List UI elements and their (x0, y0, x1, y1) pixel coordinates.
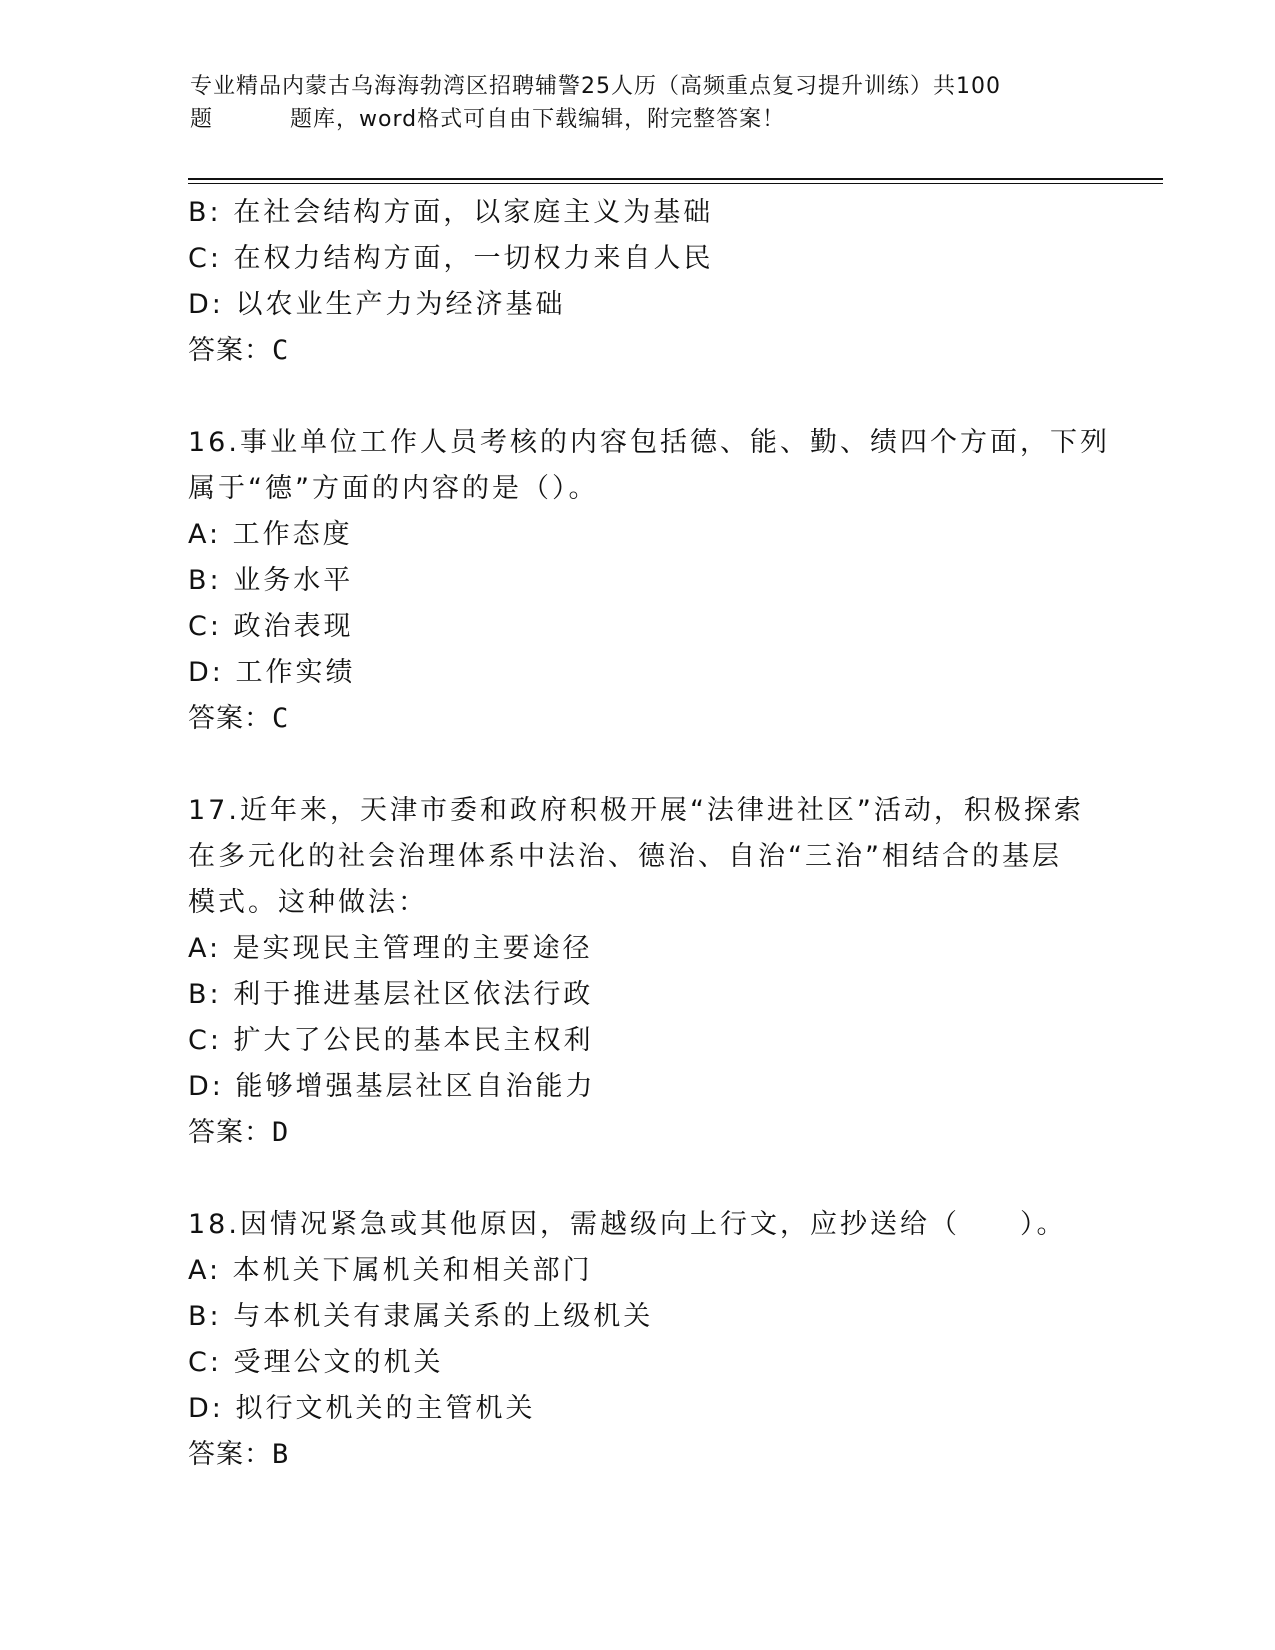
option-d: D: 拟行文机关的主管机关 (188, 1393, 536, 1424)
question-stem-line: 18.因情况紧急或其他原因，需越级向上行文，应抄送给（ ）。 (188, 1209, 1067, 1240)
answer-value: C (272, 335, 290, 366)
answer-line (188, 696, 1088, 742)
answer-label: 答案： (188, 1439, 272, 1470)
header-rule-thick (188, 178, 1163, 180)
option-b: B: 与本机关有隶属关系的上级机关 (188, 1301, 654, 1332)
answer-label: 答案： (188, 703, 272, 734)
option-c: C: 在权力结构方面，一切权力来自人民 (188, 243, 714, 274)
header-title-line-2-start: 题 (190, 107, 214, 132)
question-stem-line: 模式。这种做法： (188, 887, 428, 918)
header-title-line-1: 专业精品内蒙古乌海海勃湾区招聘辅警25人历（高频重点复习提升训练）共100 (190, 74, 1001, 99)
header-rule-thin (188, 183, 1163, 184)
answer-label: 答案： (188, 335, 272, 366)
answer-line (188, 1432, 1088, 1478)
option-a: A: 本机关下属机关和相关部门 (188, 1255, 593, 1286)
spacer (188, 374, 1088, 420)
answer-line (188, 1110, 1088, 1156)
question-18 (188, 1202, 1088, 1478)
option-c: C: 扩大了公民的基本民主权利 (188, 1025, 594, 1056)
option-c: C: 受理公文的机关 (188, 1347, 444, 1378)
question-17 (188, 788, 1088, 1156)
option-b: B: 业务水平 (188, 565, 354, 596)
option-a: A: 工作态度 (188, 519, 353, 550)
question-stem-line: 16.事业单位工作人员考核的内容包括德、能、勤、绩四个方面，下列 (188, 427, 1110, 458)
option-b: B: 利于推进基层社区依法行政 (188, 979, 594, 1010)
answer-value: B (272, 1439, 290, 1470)
option-a: A: 是实现民主管理的主要途径 (188, 933, 593, 964)
option-d: D: 工作实绩 (188, 657, 356, 688)
answer-line (188, 328, 1088, 374)
header-title-line-2-rest: 题库，word格式可自由下载编辑，附完整答案！ (290, 107, 786, 132)
continued-question (188, 190, 1088, 374)
spacer (188, 742, 1088, 788)
question-stem-line: 17.近年来，天津市委和政府积极开展“法律进社区”活动，积极探索 (188, 795, 1084, 826)
page-header (190, 70, 1090, 136)
question-stem-line: 属于“德”方面的内容的是（）。 (188, 473, 599, 504)
option-d: D: 以农业生产力为经济基础 (188, 289, 566, 320)
document-body (188, 190, 1110, 1478)
question-16 (188, 420, 1110, 742)
answer-label: 答案： (188, 1117, 272, 1148)
answer-value: D (272, 1117, 290, 1148)
option-b: B: 在社会结构方面，以家庭主义为基础 (188, 197, 714, 228)
spacer (188, 1156, 1088, 1202)
option-c: C: 政治表现 (188, 611, 354, 642)
header-title-line-2 (190, 103, 1090, 136)
question-stem-line: 在多元化的社会治理体系中法治、德治、自治“三治”相结合的基层 (188, 841, 1062, 872)
answer-value: C (272, 703, 290, 734)
option-d: D: 能够增强基层社区自治能力 (188, 1071, 596, 1102)
